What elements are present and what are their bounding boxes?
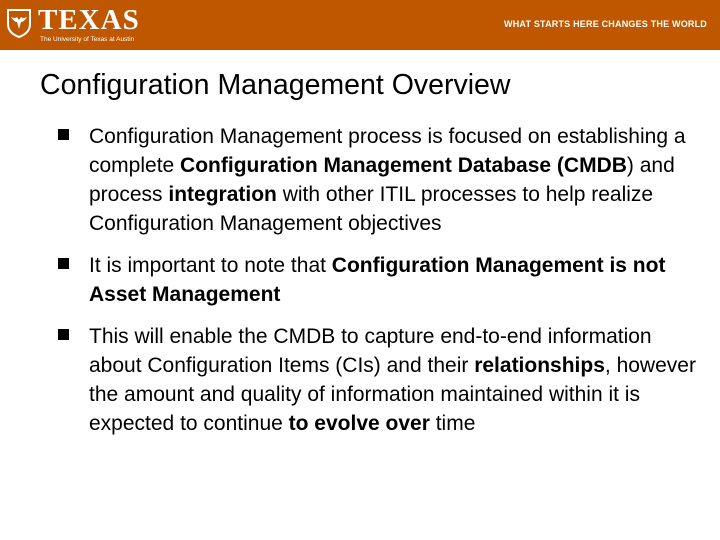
- bullet-item: [58, 322, 698, 438]
- bullet-text: [89, 325, 696, 435]
- bold-text-segment: to evolve over: [288, 412, 430, 435]
- text-segment: ) and process: [89, 154, 675, 206]
- bullet-item: [58, 122, 698, 238]
- tagline: WHAT STARTS HERE CHANGES THE WORLD: [504, 19, 707, 29]
- bold-text-segment: relationships: [474, 354, 605, 377]
- header-bar: [0, 0, 720, 50]
- bullet-item: [58, 251, 698, 309]
- bullet-square-icon: [58, 129, 69, 140]
- logo-subtitle: The University of Texas at Austin: [40, 36, 135, 43]
- text-segment: time: [429, 412, 476, 435]
- bold-text-segment: Configuration Management Database (CMDB: [180, 154, 627, 177]
- bullet-text: [89, 125, 686, 235]
- slide-title: Configuration Management Overview: [40, 69, 511, 101]
- text-segment: Configuration Management process is focused on establishing a complete: [89, 125, 686, 177]
- logo-wordmark: TEXAS: [38, 4, 140, 36]
- longhorn-icon: [6, 8, 32, 38]
- bold-text-segment: Configuration Management is not Asset Management: [89, 254, 666, 306]
- text-segment: It is important to note that: [89, 254, 332, 277]
- text-segment: This will enable the CMDB to capture end-to-end information about Configuration Items (CIs) and their: [89, 325, 652, 377]
- bullet-text: [89, 254, 665, 306]
- bold-text-segment: integration: [168, 183, 277, 206]
- bullet-list: [58, 122, 698, 451]
- text-segment: with other ITIL processes to help realize Configuration Management objectives: [89, 183, 654, 235]
- text-segment: , however the amount and quality of information maintained within it is expected to continue: [89, 354, 696, 435]
- bullet-square-icon: [58, 258, 69, 269]
- bullet-square-icon: [58, 329, 69, 340]
